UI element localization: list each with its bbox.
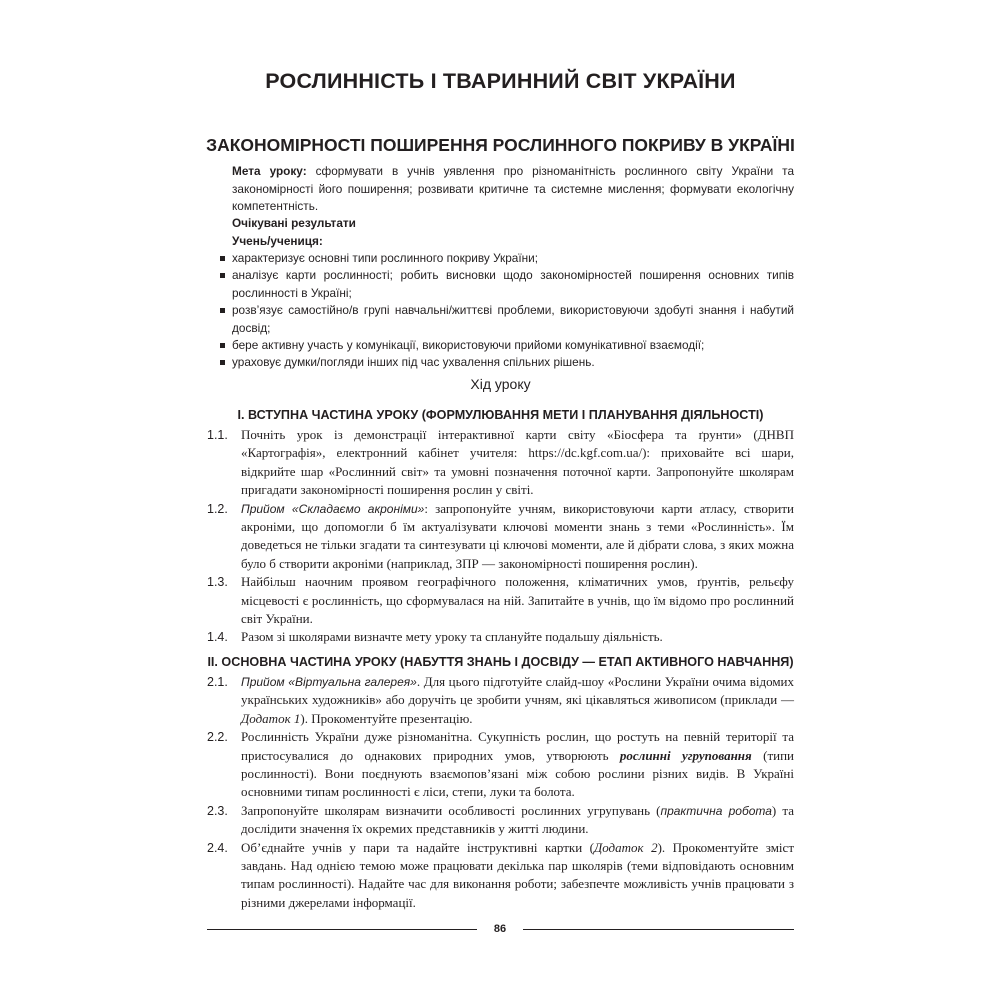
list-item [207, 500, 794, 574]
results-list [232, 250, 794, 372]
key-term: рослинні угруповання [619, 747, 752, 763]
item-text: Почніть урок із демонстрації інтерактивної карти світу «Біосфера та ґрунти» (ДНВП «Картографія», електронний кабінет учителя: https://dc.kgf.com.ua/): приховайте всі шари, відкрийте шар «Рослинний світ» та умовні позначення поточної карти. Запропонуйте школярам пригадати закономірності поширення рослин у світі. [241, 427, 794, 498]
list-item [207, 628, 794, 646]
item-number: 1.4. [207, 630, 228, 645]
list-item [232, 354, 794, 371]
section-2-list [207, 673, 794, 912]
goal-label: Мета уроку: [232, 164, 307, 178]
list-item [232, 250, 794, 267]
list-item [207, 673, 794, 728]
bullet-text: характеризує основні типи рослинного покриву України; [232, 251, 538, 265]
footer-rule-right [523, 929, 794, 930]
item-text: ). Прокоментуйте зміст завдань. Над однією темою може працювати декілька пар школярів (теми відповідають основним типам рослинності). Надайте час для виконання роботи; забезпечте можливість учнів працювати з різними джерелами інформації. [241, 839, 794, 910]
results-heading-text: Очікувані результати [232, 216, 356, 230]
lesson-title: ЗАКОНОМІРНОСТІ ПОШИРЕННЯ РОСЛИННОГО ПОКРИВУ В УКРАЇНІ [206, 135, 795, 155]
item-number: 2.2. [207, 730, 228, 745]
item-text: Об’єднайте учнів у пари та надайте інструктивні картки ( [241, 839, 594, 855]
item-text: ) та дослідити значення їх окремих представників у житті людини. [241, 802, 794, 837]
bullet-icon [220, 256, 225, 261]
item-text: Рослинність України дуже різноманітна. Сукупність рослин, що ростуть на певній території та пристосувалися до однакових природних умов, утворюють [241, 729, 794, 763]
list-item [232, 302, 794, 337]
bullet-icon [220, 273, 225, 278]
page-number: 86 [493, 923, 507, 935]
appendix-reference: Додаток 2 [593, 839, 658, 855]
list-item [207, 426, 794, 500]
chapter-title: РОСЛИННІСТЬ І ТВАРИННИЙ СВІТ УКРАЇНИ [265, 69, 736, 93]
course-heading: Хід уроку [470, 376, 531, 392]
document-page [207, 0, 794, 1000]
item-text: Найбільш наочним проявом географічного положення, кліматичних умов, ґрунтів, рельєфу місцевості є рослинність, що сформувалася на ній. Запитайте в учнів, що їм відомо про рослинний світ України. [241, 574, 794, 627]
practical-work-reference: практична робота [660, 803, 772, 818]
item-number: 2.4. [207, 840, 228, 855]
bullet-text: розв’язує самостійно/в групі навчальні/життєві проблеми, використовуючи здобуті знання і набутий досвід; [232, 303, 794, 335]
list-item [207, 728, 794, 802]
item-number: 2.1. [207, 675, 228, 689]
bullet-icon [220, 343, 225, 348]
item-number: 1.2. [207, 501, 228, 516]
section-1-heading: І. ВСТУПНА ЧАСТИНА УРОКУ (ФОРМУЛЮВАННЯ МЕТИ І ПЛАНУВАННЯ ДІЯЛЬНОСТІ) [237, 408, 764, 422]
bullet-icon [220, 308, 225, 313]
list-item [232, 337, 794, 354]
footer-rule-left [207, 929, 477, 930]
bullet-text: ураховує думки/погляди інших під час ухвалення спільних рішень. [232, 355, 595, 370]
item-text: Запропонуйте школярам визначити особливості рослинних угрупувань ( [241, 802, 661, 818]
item-text: : запропонуйте учням, використовуючи карти атласу, створити акроніми, що допомогли б їм актуалізувати ключові моменти знань з теми «Рослинність». Їм доведеться не тільки згадати та синтезувати ці ключові моменти, але й дібрати слова, з яких можна було б створити акроніми (наприклад, ЗПР — закономірності поширення рослин). [241, 500, 794, 571]
item-technique: Прийом «Віртуальна галерея» [241, 675, 417, 689]
item-text: ). Прокоментуйте презентацію. [300, 710, 473, 726]
results-subheading-text: Учень/учениця: [232, 233, 323, 248]
item-text: Разом зі школярами визначте мету уроку та сплануйте подальшу діяльність. [241, 629, 663, 645]
section-2-heading: ІІ. ОСНОВНА ЧАСТИНА УРОКУ (НАБУТТЯ ЗНАНЬ І ДОСВІДУ — ЕТАП АКТИВНОГО НАВЧАННЯ) [207, 655, 794, 669]
section-1-list [207, 426, 794, 647]
bullet-text: аналізує карти рослинності; робить висновки щодо закономірностей поширення основних типів рослинності в Україні; [232, 268, 794, 300]
item-number: 2.3. [207, 803, 228, 818]
goal-text: сформувати в учнів уявлення про різноманітність рослинного світу України та закономірності його поширення; розвивати критичне та системне мислення; формувати екологічну компетентність. [232, 164, 795, 214]
item-number: 1.1. [207, 428, 228, 442]
item-text: . Для цього підготуйте слайд-шоу «Рослини України очима відомих українських художників» або доручіть це зробити учням, які цікавляться живописом (приклади — [241, 674, 795, 708]
item-technique: Прийом «Складаємо акроніми» [241, 501, 425, 516]
lesson-goal [232, 163, 794, 216]
item-text: (типи рослинності). Вони поєднують взаємопов’язані між собою рослини різних видів. В Україні основними типам рослинності є ліси, степи, луки та болота. [241, 747, 794, 800]
bullet-icon [220, 360, 225, 365]
bullet-text: бере активну участь у комунікації, використовуючи прийоми комунікативної взаємодії; [232, 338, 705, 353]
item-number: 1.3. [207, 575, 228, 590]
list-item [207, 573, 794, 628]
list-item [232, 267, 794, 302]
list-item [207, 802, 794, 839]
appendix-reference: Додаток 1 [241, 710, 301, 726]
list-item [207, 839, 794, 913]
expected-results-heading [232, 215, 356, 250]
